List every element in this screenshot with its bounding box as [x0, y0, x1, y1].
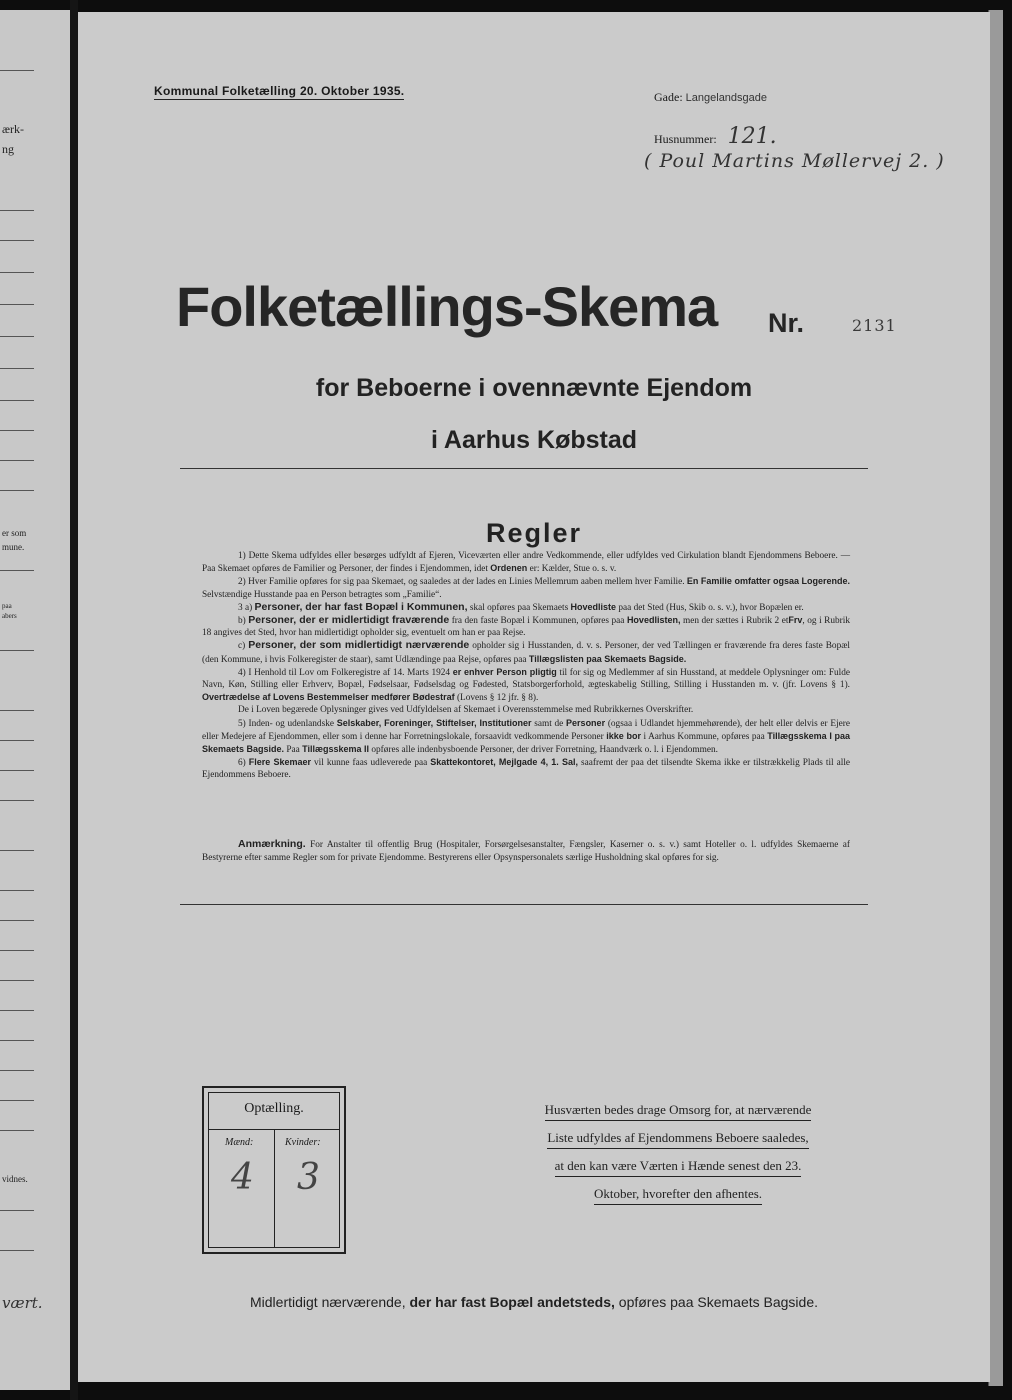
ruled-line	[0, 368, 34, 369]
rule-5: 5) Inden- og udenlandske Selskaber, Foreninger, Stiftelser, Institutioner samt de Personer (ogsaa i Udlandet hjemmehørende), der helt eller delvis er Ejere eller Medejere af Ejendommen, eller som i denne har Forretningslokale, forsaavidt vedkommende Personer ikke bor i Aarhus Kommune, opføres paa Tillægsskema I paa Skemaets Bagside. Paa Tillægsskema II opføres alle indenbysboende Personer, der driver Forretning, Haandværk o. l. i Ejendommen.	[202, 717, 851, 756]
left-fragment-7: vidnes.	[2, 1174, 28, 1184]
rule-1: 1) Dette Skema udfyldes eller besørges udfyldt af Ejeren, Viceværten eller andre Vedkommende, eller udfyldes ved Cirkulation blandt Ejendommens Beboere. — Paa Skemaet opføres de Familier og Personer, der findes i Ejendommen, idet Ordenen er: Kælder, Stue o. s. v.	[202, 551, 850, 575]
notice-line-3: at den kan være Værten i Hænde senest den 23.	[555, 1156, 802, 1177]
ruled-line	[0, 210, 34, 211]
left-fragment-5: paa	[2, 602, 12, 610]
rules-heading: Regler	[485, 518, 583, 548]
form-subtitle-1: for Beboerne i ovennævnte Ejendom	[315, 374, 753, 402]
women-label: Kvinder:	[285, 1137, 321, 1148]
count-box	[202, 1086, 346, 1254]
house-number-value: 121.	[727, 124, 777, 149]
left-page-fragment	[0, 10, 70, 1390]
rule-3b: b) Personer, der er midlertidigt fraværende fra den faste Bopæl i Kommunen, opføres paa Hovedlisten, men der sættes i Rubrik 2 etFrv, og i Rubrik 18 angives det Sted, hvor han midlertidigt opholder sig, eventuelt om han er paa Rejse.	[202, 614, 850, 639]
ruled-line	[0, 304, 34, 305]
street-label: Gade:	[654, 90, 683, 104]
street-field	[654, 90, 767, 105]
remark	[202, 838, 850, 864]
ruled-line	[0, 1130, 34, 1131]
ruled-line	[0, 1040, 34, 1041]
form-number-label: Nr.	[768, 308, 805, 338]
ruled-line	[0, 710, 34, 711]
count-box-title: Optælling.	[244, 1101, 304, 1116]
house-number-field	[654, 124, 777, 149]
rule-3a: 3 a) Personer, der har fast Bopæl i Kommunen, skal opføres paa Skemaets Hovedliste paa det Sted (Hus, Skib o. s. v.), hvor Bopælen er.	[238, 600, 804, 613]
ruled-line	[0, 1070, 34, 1071]
ruled-line	[0, 920, 34, 921]
men-count: 4	[231, 1157, 254, 1198]
ruled-line	[0, 980, 34, 981]
remark-text: For Anstalter til offentlig Brug (Hospitaler, Forsørgelsesanstalter, Fængsler, Kaserner o. s. v.) samt Hoteller o. l. udfyldes Skemaerne af Bestyrerne efter samme Regler som for private Ejendomme. Bestyrerens eller Opsynspersonalets særlige Husholdning skal opføres for sig.	[202, 840, 851, 863]
count-box-column-divider	[274, 1129, 275, 1247]
rule-4-note: De i Loven begærede Oplysninger gives ved Udfyldelsen af Skemaet i Overensstemmelse med Rubrikkernes Overskrifter.	[238, 705, 694, 716]
handwritten-address-note: ( Poul Martins Møllervej 2. )	[644, 150, 945, 172]
left-fragment-4: mune.	[2, 542, 25, 552]
ruled-line	[0, 460, 34, 461]
divider-top	[180, 468, 868, 469]
footer-note: Midlertidigt nærværende, der har fast Bopæl andetsteds, opføres paa Skemaets Bagside.	[249, 1294, 819, 1310]
ruled-line	[0, 770, 34, 771]
rule-2: 2) Hver Familie opføres for sig paa Skemaet, og saaledes at der lades en Linies Mellemrum aaben mellem hver Familie. En Familie omfatter ogsaa Logerende. Selvstændige Husstande paa en Person betragtes som „Familie“.	[202, 576, 850, 600]
ruled-line	[0, 1010, 34, 1011]
form-subtitle-2: i Aarhus Købstad	[430, 426, 638, 454]
ruled-line	[0, 740, 34, 741]
divider-bottom	[180, 904, 868, 905]
ruled-line	[0, 272, 34, 273]
ruled-line	[0, 70, 34, 71]
ruled-line	[0, 400, 34, 401]
ruled-line	[0, 650, 34, 651]
notice-line-2: Liste udfyldes af Ejendommens Beboere saaledes,	[547, 1128, 808, 1149]
ruled-line	[0, 240, 34, 241]
ruled-line	[0, 890, 34, 891]
left-fragment-6: abers	[2, 612, 17, 620]
ruled-line	[0, 950, 34, 951]
left-fragment-1: ærk-	[2, 122, 24, 136]
women-count: 3	[297, 1157, 320, 1198]
rule-4: 4) I Henhold til Lov om Folkeregistre af 14. Marts 1924 er enhver Person pligtig til for sig og Medlemmer af sin Husstand, at meddele Oplysninger om: Fulde Navn, Køn, Stilling eller Erhverv, Bopæl, Fødselsaar, Fødselsdag og Fødested, Statsborgerforhold, ægteskabelig Stilling, Stilling i Husstanden m. v. (jfr. Lovens § 1). Overtrædelse af Lovens Bestemmelser medfører Bødestraf (Lovens § 12 jfr. § 8).	[202, 666, 851, 704]
form-number-value: 2131	[852, 316, 897, 335]
book-gutter	[70, 0, 78, 1400]
ruled-line	[0, 336, 34, 337]
rule-6: 6) Flere Skemaer vil kunne faas udleverede paa Skattekontoret, Mejlgade 4, 1. Sal, saafremt der paa det tilsendte Skema ikke er tilstrækkelig Plads til alle Ejendommens Beboere.	[202, 757, 851, 781]
left-fragment-2: ng	[2, 142, 14, 156]
ruled-line	[0, 800, 34, 801]
left-fragment-8: vært.	[2, 1294, 43, 1312]
ruled-line	[0, 430, 34, 431]
house-number-label: Husnummer:	[654, 132, 717, 146]
men-label: Mænd:	[225, 1137, 254, 1148]
ruled-line	[0, 1250, 34, 1251]
ruled-line	[0, 490, 34, 491]
census-form-page	[78, 12, 990, 1382]
ruled-line	[0, 850, 34, 851]
ruled-line	[0, 1100, 34, 1101]
rule-3c: c) Personer, der som midlertidigt nærværende opholder sig i Husstanden, d. v. s. Personer, der ved Tællingen er fraværende fra deres faste Bopæl (den Kommune, i hvis Folkeregister de staar), samt Udlændinge paa Rejse, opføres paa Tillægslisten paa Skemaets Bagside.	[202, 639, 851, 665]
landlord-notice	[510, 1096, 846, 1208]
ruled-line	[0, 1210, 34, 1211]
notice-line-4: Oktober, hvorefter den afhentes.	[594, 1184, 762, 1205]
ruled-line	[0, 570, 34, 571]
page-edge	[988, 10, 1003, 1386]
census-header: Kommunal Folketælling 20. Oktober 1935.	[154, 84, 405, 98]
form-title: Folketællings-Skema	[176, 275, 718, 338]
notice-line-1: Husværten bedes drage Omsorg for, at nærværende	[545, 1100, 812, 1121]
rules-text	[202, 550, 850, 782]
left-fragment-3: er som	[2, 528, 27, 538]
remark-label: Anmærkning.	[238, 838, 306, 850]
street-value: Langelandsgade	[685, 92, 768, 104]
